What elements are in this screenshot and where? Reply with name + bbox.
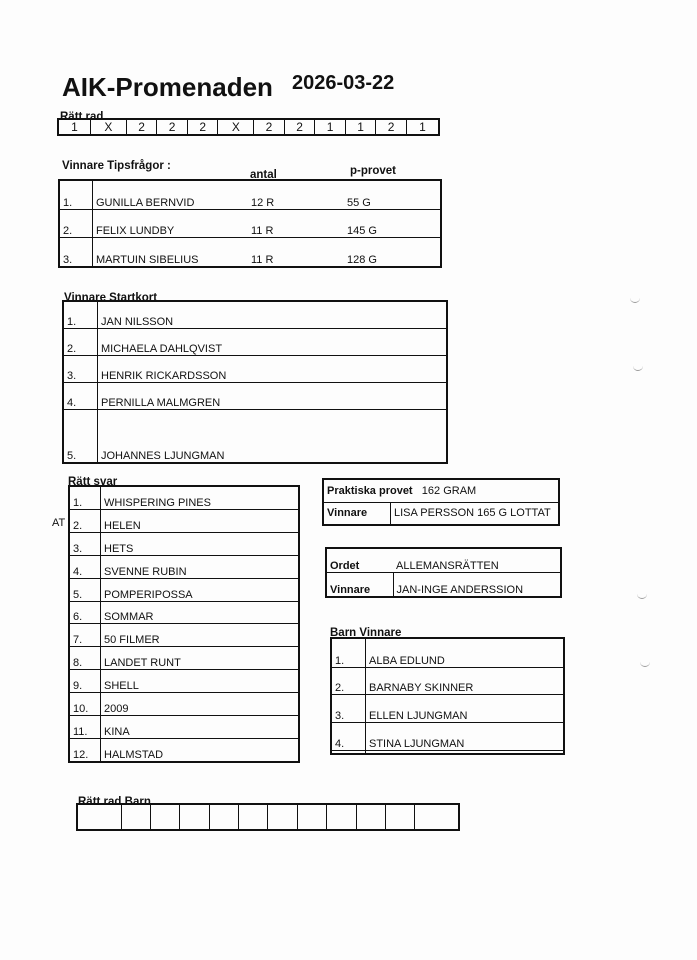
cell-name: MARTUIN SIBELIUS: [93, 238, 249, 267]
cell-answer: HETS: [101, 533, 300, 556]
table-row: [69, 715, 299, 738]
cell-answer: LANDET RUNT: [101, 647, 300, 670]
cell-num: 4.: [63, 382, 98, 409]
cell-antal: 11 R: [248, 238, 344, 267]
cell-name: BARNABY SKINNER: [366, 667, 565, 695]
cell-num: 3.: [59, 238, 93, 267]
cell-num: [331, 751, 366, 754]
cell-name: [366, 751, 565, 754]
table-row: [59, 180, 441, 209]
table-row: [63, 301, 447, 329]
ratt-rad-cell: 2: [284, 119, 315, 135]
cell-pprovet: 145 G: [344, 209, 441, 237]
cell-antal: 11 R: [248, 209, 344, 237]
cell-num: 8.: [69, 647, 101, 670]
table-row: [331, 695, 564, 723]
table-row: [69, 486, 299, 510]
cell-name: PERNILLA MALMGREN: [98, 382, 448, 409]
cell-num: 1.: [331, 638, 366, 667]
cell-answer: 2009: [101, 692, 300, 715]
cell-num: 5.: [63, 409, 98, 463]
cell-pprovet: 55 G: [344, 180, 441, 209]
binder-hole-mark: [633, 364, 643, 371]
ratt-rad-cell: 2: [254, 119, 285, 135]
ratt-rad-barn-cell: [121, 804, 150, 830]
ratt-rad-cell: 1: [406, 119, 439, 135]
cell-name: STINA LJUNGMAN: [366, 723, 565, 751]
tipsfragor-label: Vinnare Tipsfrågor :: [62, 160, 171, 172]
cell-answer: HALMSTAD: [101, 738, 300, 762]
ordet-winner-label: Vinnare: [326, 573, 393, 598]
praktiska-table: [322, 478, 560, 526]
cell-num: 1.: [63, 301, 98, 329]
table-row: [69, 555, 299, 578]
table-row: [69, 624, 299, 647]
cell-answer: 50 FILMER: [101, 624, 300, 647]
cell-num: 4.: [331, 723, 366, 751]
cell-answer: SVENNE RUBIN: [101, 555, 300, 578]
table-row: [63, 356, 447, 383]
cell-antal: 12 R: [248, 180, 344, 209]
praktiska-winner-label: Vinnare: [323, 502, 391, 525]
cell-num: 6.: [69, 601, 101, 624]
cell-name: ELLEN LJUNGMAN: [366, 695, 565, 723]
ratt-rad-cell: 2: [126, 119, 157, 135]
cell-num: 2.: [59, 209, 93, 237]
cell-num: 5.: [69, 578, 101, 601]
cell-pprovet: 128 G: [344, 238, 441, 267]
ratt-rad-barn-row: [76, 803, 460, 831]
table-row: [59, 238, 441, 267]
barn-label: Barn Vinnare: [330, 627, 402, 639]
cell-num: 4.: [69, 555, 101, 578]
binder-hole-mark: [630, 296, 640, 303]
ratt-rad-barn-cell: [297, 804, 326, 830]
table-row: [331, 751, 564, 754]
ratt-rad-cell: 1: [345, 119, 376, 135]
ratt-svar-label: Rätt svar: [68, 476, 118, 488]
cell-num: 2.: [63, 329, 98, 356]
table-row: [69, 601, 299, 624]
cell-name: GUNILLA BERNVID: [93, 180, 249, 209]
binder-hole-mark: [637, 592, 647, 599]
ordet-value: ALLEMANSRÄTTEN: [393, 548, 561, 573]
table-row: [63, 409, 447, 463]
ratt-rad-label: Rätt rad: [60, 111, 104, 123]
cell-name: ALBA EDLUND: [366, 638, 565, 667]
ratt-rad-row: [57, 118, 440, 136]
ratt-rad-barn-cell: [356, 804, 385, 830]
ratt-rad-cell: 2: [157, 119, 188, 135]
cell-answer: SHELL: [101, 670, 300, 693]
ratt-rad-barn-cell: [268, 804, 297, 830]
table-row: [331, 723, 564, 751]
ratt-rad-cell: 1: [315, 119, 346, 135]
ordet-label: Ordet: [326, 548, 393, 573]
ratt-rad-cell: 2: [376, 119, 407, 135]
table-row: [69, 692, 299, 715]
ratt-rad-barn-cell: [327, 804, 356, 830]
cell-num: 2.: [69, 510, 101, 533]
cell-name: JOHANNES LJUNGMAN: [98, 409, 448, 463]
page-title: AIK-Promenaden: [62, 72, 273, 102]
cell-num: 3.: [63, 356, 98, 383]
ratt-rad-barn-cell: [180, 804, 209, 830]
table-row: [331, 667, 564, 695]
table-row: [69, 670, 299, 693]
startkort-label: Vinnare Startkort: [64, 292, 158, 304]
cell-answer: SOMMAR: [101, 601, 300, 624]
cell-num: 12.: [69, 738, 101, 762]
praktiska-label: Praktiska provet: [327, 484, 413, 497]
ratt-rad-cell: X: [91, 119, 127, 135]
antal-header: antal: [250, 169, 277, 181]
table-row: [69, 533, 299, 556]
cell-num: 10.: [69, 692, 101, 715]
table-row: [331, 638, 564, 667]
cell-answer: HELEN: [101, 510, 300, 533]
cell-answer: POMPERIPOSSA: [101, 578, 300, 601]
praktiska-value: 162 GRAM: [421, 484, 477, 497]
cell-name: FELIX LUNDBY: [93, 209, 249, 237]
cell-num: 7.: [69, 624, 101, 647]
ratt-rad-barn-cell: [415, 804, 459, 830]
pprovet-header: p-provet: [350, 165, 396, 177]
ratt-rad-barn-label: Rätt rad Barn: [78, 796, 151, 808]
table-row: [63, 329, 447, 356]
ratt-rad-barn-cell: [77, 804, 121, 830]
margin-note: AT: [52, 517, 66, 529]
table-row: [69, 738, 299, 762]
table-row: [59, 209, 441, 237]
cell-num: 1.: [69, 486, 101, 510]
ratt-rad-barn-cell: [209, 804, 238, 830]
ratt-rad-barn-cell: [150, 804, 179, 830]
binder-hole-mark: [640, 660, 650, 667]
cell-num: 3.: [331, 695, 366, 723]
table-row: [63, 382, 447, 409]
cell-answer: WHISPERING PINES: [101, 486, 300, 510]
praktiska-winner: LISA PERSSON 165 G LOTTAT: [391, 502, 560, 525]
tipsfragor-table: [58, 179, 442, 268]
cell-num: 2.: [331, 667, 366, 695]
event-date: 2026-03-22: [292, 72, 395, 94]
ordet-table: [325, 547, 562, 598]
cell-num: 11.: [69, 715, 101, 738]
ratt-rad-cell: X: [218, 119, 254, 135]
ratt-rad-cell: 2: [187, 119, 218, 135]
cell-name: MICHAELA DAHLQVIST: [98, 329, 448, 356]
cell-name: HENRIK RICKARDSSON: [98, 356, 448, 383]
cell-name: JAN NILSSON: [98, 301, 448, 329]
table-row: [69, 647, 299, 670]
cell-num: 3.: [69, 533, 101, 556]
ordet-winner: JAN-INGE ANDERSSION: [393, 573, 561, 598]
cell-num: 9.: [69, 670, 101, 693]
table-row: [69, 510, 299, 533]
startkort-table: [62, 300, 448, 464]
ratt-rad-barn-cell: [239, 804, 268, 830]
cell-answer: KINA: [101, 715, 300, 738]
cell-num: 1.: [59, 180, 93, 209]
ratt-rad-cell: 1: [58, 119, 91, 135]
table-row: [69, 578, 299, 601]
barn-table: [330, 637, 565, 755]
ratt-rad-barn-cell: [385, 804, 414, 830]
ratt-svar-table: [68, 485, 300, 763]
